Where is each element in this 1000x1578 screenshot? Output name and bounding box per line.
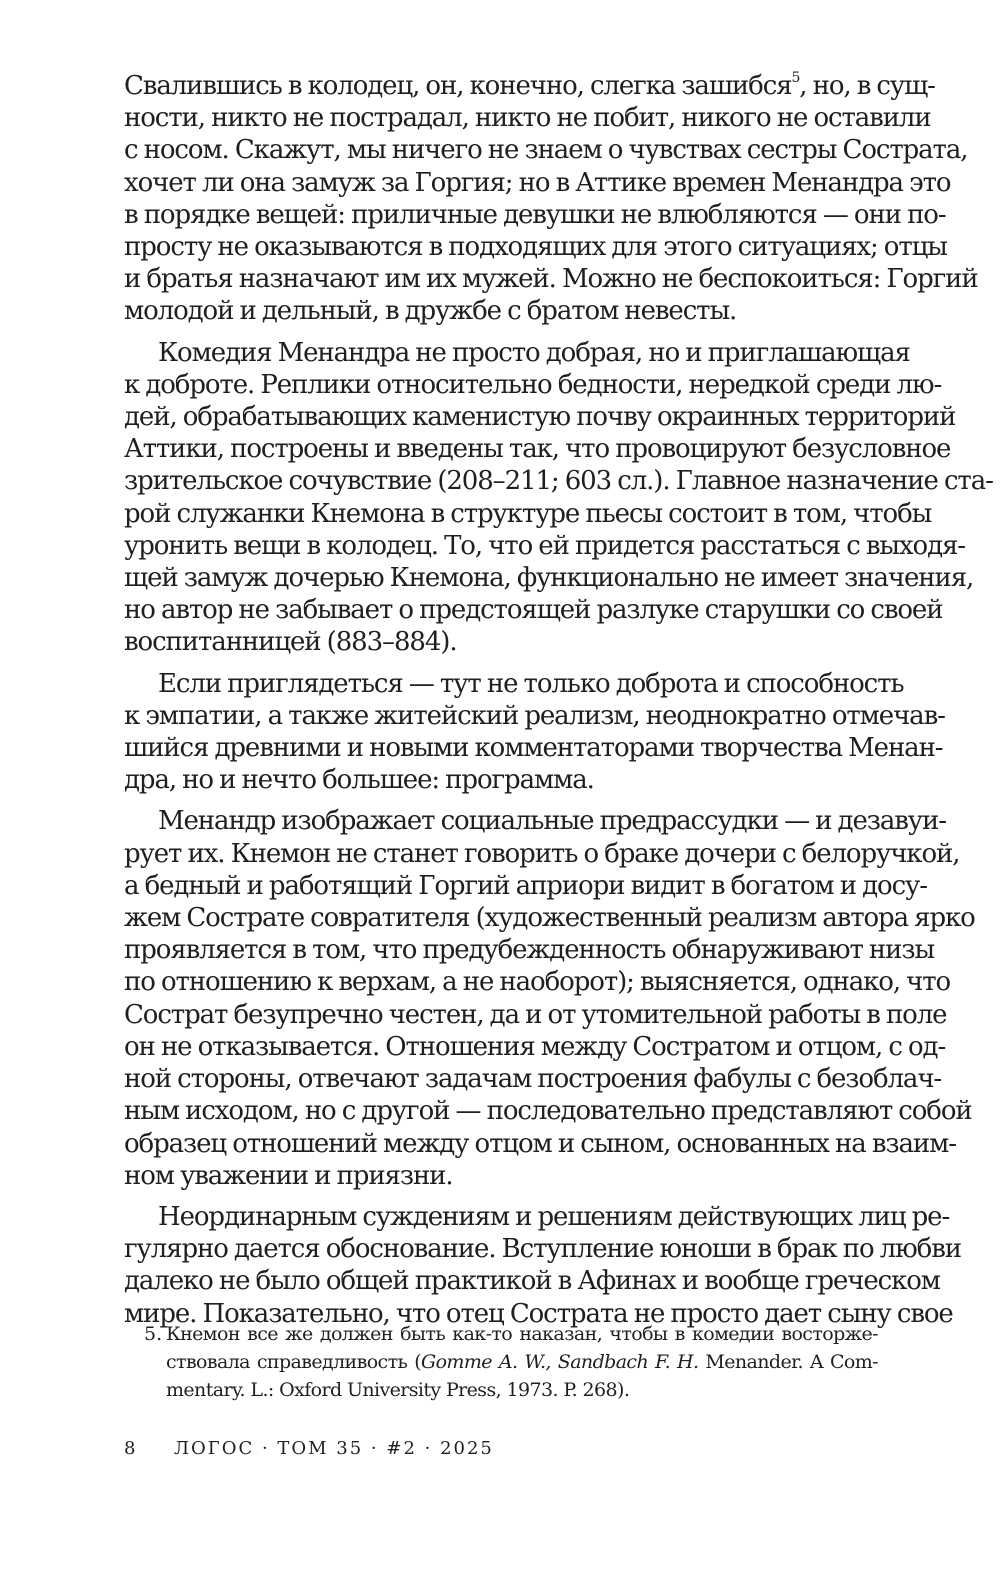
- text-line: образец отношений между отцом и сыном, основанных на взаим-: [124, 1128, 956, 1159]
- footnote-authors: Gomme A. W., Sandbach F. H.: [421, 1351, 699, 1373]
- text-line: просту не оказываются в подходящих для этого ситуациях; отцы: [124, 232, 947, 263]
- page-number: 8: [124, 1438, 136, 1459]
- footnote-line: ствовала справедливость (Gomme A. W., Sandbach F. H. Menander. A Com-: [166, 1351, 878, 1373]
- paragraph: [124, 70, 978, 328]
- main-text: [124, 70, 993, 1330]
- text-line: ности, никто не пострадал, никто не побит, никого не оставили: [124, 103, 931, 134]
- text-line: хочет ли она замуж за Горгия; но в Аттике времен Менандра это: [124, 167, 951, 198]
- text-line: гулярно дается обоснование. Вступление юноши в брак по любви: [124, 1234, 961, 1265]
- text-line: дей, обрабатывающих каменистую почву окраинных территорий: [124, 402, 956, 433]
- footnote-ref[interactable]: 5: [791, 70, 800, 87]
- footnote-line: Кнемон все же должен быть как-то наказан, чтобы в комедии восторже-: [166, 1323, 878, 1345]
- text-line: он не отказывается. Отношения между Состратом и отцом, с од-: [124, 1031, 946, 1062]
- text-line: рой служанки Кнемона в структуре пьесы состоит в том, чтобы: [124, 498, 932, 529]
- paragraph: [124, 668, 945, 797]
- text-line: проявляется в том, что предубежденность обнаруживают низы: [124, 935, 935, 966]
- footnote-number: 5.: [144, 1323, 163, 1345]
- running-head: ЛОГОС · ТОМ 35 · #2 · 2025: [174, 1438, 494, 1459]
- text-line: уронить вещи в колодец. То, что ей придется расстаться с выходя-: [124, 530, 965, 561]
- text-line: ным исходом, но с другой — последовательно представляют собой: [124, 1096, 972, 1127]
- paragraph: [124, 805, 975, 1191]
- footnote-line: mentary. L.: Oxford University Press, 1973. P. 268).: [166, 1379, 630, 1401]
- text-line: к доброте. Реплики относительно бедности, нередкой среди лю-: [124, 369, 942, 400]
- text-line: зрительское сочувствие (208–211; 603 сл.). Главное назначение ста-: [124, 466, 993, 497]
- text-line: щей замуж дочерью Кнемона, функционально не имеет значения,: [124, 563, 974, 594]
- text-line: ном уважении и приязни.: [124, 1160, 453, 1191]
- text-line: Аттики, построены и введены так, что провоцируют безусловное: [124, 434, 951, 465]
- text-line: дра, но и нечто большее: программа.: [124, 765, 594, 796]
- text-line: воспитанницей (883–884).: [124, 627, 457, 658]
- text-line: ной стороны, отвечают задачам построения фабулы с безоблач-: [124, 1064, 942, 1095]
- text-line: далеко не было общей практикой в Афинах и вообще греческом: [124, 1266, 940, 1297]
- text-line: мире. Показательно, что отец Сострата не просто дает сыну свое: [124, 1298, 953, 1329]
- text-line: и братья назначают им их мужей. Можно не беспокоиться: Горгий: [124, 264, 978, 295]
- text-line: но автор не забывает о предстоящей разлуке старушки со своей: [124, 595, 943, 626]
- text-line: по отношению к верхам, а не наоборот); выясняется, однако, что: [124, 967, 951, 998]
- text-line: Свалившись в колодец, он, конечно, слегка зашибся$^5$, но, в сущ-: [124, 70, 935, 101]
- text-line: а бедный и работящий Горгий априори видит в богатом и досу-: [124, 870, 927, 901]
- text-line: Менандр изображает социальные предрассудки — и дезавуи-: [158, 806, 946, 837]
- text-line: Комедия Менандра не просто добрая, но и приглашающая: [158, 337, 910, 368]
- text-line: молодой и дельный, в дружбе с братом невесты.: [124, 296, 737, 327]
- text-line: шийся древними и новыми комментаторами творчества Менан-: [124, 733, 943, 764]
- text-line: Сострат безупречно честен, да и от утомительной работы в поле: [124, 999, 947, 1030]
- text-line: к эмпатии, а также житейский реализм, неоднократно отмечав-: [124, 700, 945, 731]
- footnote: [144, 1320, 878, 1404]
- text-line: в порядке вещей: приличные девушки не влюбляются — они по-: [124, 199, 946, 230]
- paragraph: [124, 1201, 961, 1330]
- text-line: жем Сострате совратителя (художественный реализм автора ярко: [124, 903, 975, 934]
- text-line: Если приглядеться — тут не только доброта и способность: [158, 668, 904, 699]
- text-line: Неординарным суждениям и решениям действующих лиц ре-: [158, 1201, 950, 1232]
- paragraph: [124, 337, 993, 659]
- text-line: с носом. Скажут, мы ничего не знаем о чувствах сестры Сострата,: [124, 135, 968, 166]
- text-line: рует их. Кнемон не станет говорить о браке дочери с белоручкой,: [124, 838, 960, 869]
